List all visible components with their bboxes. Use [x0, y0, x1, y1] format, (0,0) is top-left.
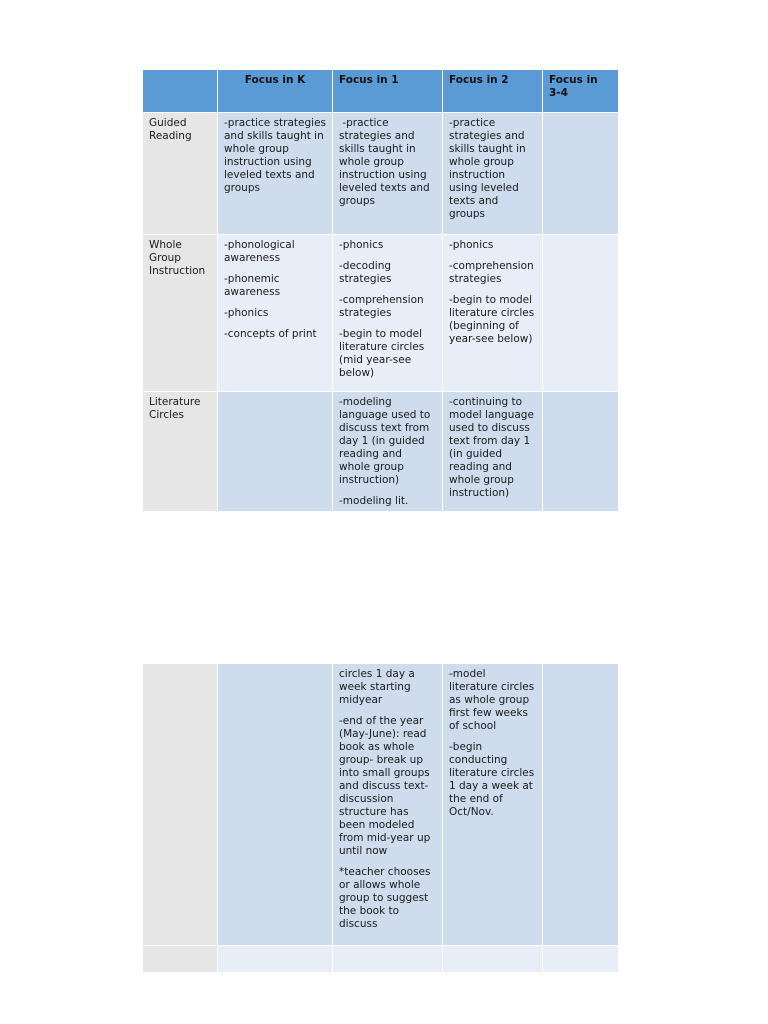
- cell-text: -practice strategies and skills taught in whole group instruction using leveled texts and groups: [449, 117, 526, 220]
- row-label: Guided Reading: [143, 113, 218, 235]
- cell-text: -phonics: [449, 239, 494, 251]
- cell-1: [333, 664, 443, 946]
- header-focus-3-4: Focus in 3-4: [543, 70, 619, 113]
- cell-text: -begin to model literature circles (beginning of year-see below): [449, 294, 535, 345]
- cell-k: [218, 664, 333, 946]
- cell-3-4: [543, 946, 619, 973]
- cell-2: [443, 392, 543, 512]
- cell-2: [443, 113, 543, 235]
- focus-table: [143, 70, 619, 512]
- cell-3-4: [543, 392, 619, 512]
- header-row: [143, 70, 619, 113]
- row-literature-circles-continued: [143, 664, 619, 946]
- cell-text: -practice strategies and skills taught in whole group instruction using leveled texts and groups: [224, 117, 327, 194]
- cell-text: -comprehension strategies: [339, 294, 424, 319]
- header-focus-k: Focus in K: [218, 70, 333, 113]
- cell-3-4: [543, 664, 619, 946]
- header-focus-1: Focus in 1: [333, 70, 443, 113]
- cell-1: [333, 946, 443, 973]
- cell-text: -phonics: [224, 307, 269, 319]
- row-label: Literature Circles: [143, 392, 218, 512]
- row-whole-group: [143, 235, 619, 392]
- cell-1: [333, 392, 443, 512]
- row-empty: [143, 946, 619, 973]
- row-literature-circles: [143, 392, 619, 512]
- cell-text: -decoding strategies: [339, 260, 392, 285]
- row-label: Whole Group Instruction: [143, 235, 218, 392]
- cell-1: [333, 235, 443, 392]
- cell-k: [218, 235, 333, 392]
- cell-3-4: [543, 235, 619, 392]
- cell-text: -continuing to model language used to discuss text from day 1 (in guided reading and whole group instruction): [449, 396, 534, 499]
- cell-text: -practice strategies and skills taught in whole group instruction using leveled texts and groups: [339, 117, 434, 207]
- cell-2: [443, 946, 543, 973]
- header-corner: [143, 70, 218, 113]
- row-label: [143, 946, 218, 973]
- cell-text: -phonics: [339, 239, 384, 251]
- cell-text: -phonemic awareness: [224, 273, 281, 298]
- focus-table-continued: [143, 664, 619, 973]
- row-label: [143, 664, 218, 946]
- cell-text: -concepts of print: [224, 328, 317, 340]
- cell-k: [218, 946, 333, 973]
- cell-k: [218, 392, 333, 512]
- cell-text: -end of the year (May-June): read book as whole group- break up into small groups and discuss text- discussion structure has been modeled from mid-year up until now: [339, 715, 431, 857]
- cell-text: -phonological awareness: [224, 239, 295, 264]
- cell-text: -begin to model literature circles (mid year-see below): [339, 328, 425, 379]
- cell-text: -model literature circles as whole group first few weeks of school: [449, 668, 535, 732]
- cell-text: *teacher chooses or allows whole group to suggest the book to discuss: [339, 866, 431, 930]
- cell-text: -begin conducting literature circles 1 day a week at the end of Oct/Nov.: [449, 741, 535, 818]
- cell-text: -modeling lit.: [339, 495, 409, 507]
- cell-text: circles 1 day a week starting midyear: [339, 668, 415, 706]
- cell-text: -comprehension strategies: [449, 260, 534, 285]
- cell-k: [218, 113, 333, 235]
- cell-text: -modeling language used to discuss text from day 1 (in guided reading and whole group instruction): [339, 396, 431, 486]
- cell-2: [443, 664, 543, 946]
- row-guided-reading: [143, 113, 619, 235]
- cell-3-4: [543, 113, 619, 235]
- header-focus-2: Focus in 2: [443, 70, 543, 113]
- cell-1: [333, 113, 443, 235]
- cell-2: [443, 235, 543, 392]
